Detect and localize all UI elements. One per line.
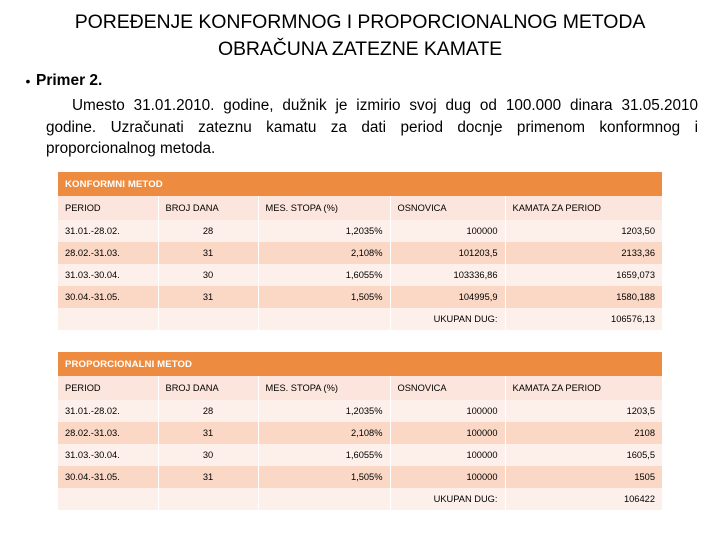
- total-value: 106422: [505, 488, 662, 510]
- page-title-line-1: POREĐENJE KONFORMNOG I PROPORCIONALNOG METODA: [74, 11, 646, 33]
- cell-days: 30: [158, 444, 258, 466]
- total-label: UKUPAN DUG:: [390, 308, 505, 330]
- column-header-broj-dana: BROJ DANA: [158, 196, 258, 220]
- bullet-point-icon: •: [25, 73, 31, 89]
- table-header-row: [58, 196, 662, 220]
- cell-empty: [58, 488, 158, 510]
- cell-days: 31: [158, 422, 258, 444]
- proporcionalni-metod-table: [58, 352, 662, 510]
- cell-base: 100000: [390, 400, 505, 422]
- cell-empty: [158, 488, 258, 510]
- cell-base: 100000: [390, 466, 505, 488]
- column-header-period: PERIOD: [58, 376, 158, 400]
- cell-period: 31.03.-30.04.: [58, 264, 158, 286]
- cell-rate: 2,108%: [258, 422, 390, 444]
- cell-interest: 1659,073: [505, 264, 662, 286]
- table-band-title-row: [58, 352, 662, 376]
- cell-period: 31.03.-30.04.: [58, 444, 158, 466]
- cell-interest: 2133,36: [505, 242, 662, 264]
- cell-base: 104995,9: [390, 286, 505, 308]
- cell-days: 31: [158, 286, 258, 308]
- column-header-kamata: KAMATA ZA PERIOD: [505, 196, 662, 220]
- column-header-kamata: KAMATA ZA PERIOD: [505, 376, 662, 400]
- cell-interest: 1605,5: [505, 444, 662, 466]
- cell-base: 103336,86: [390, 264, 505, 286]
- cell-period: 28.02.-31.03.: [58, 242, 158, 264]
- table-band-title: KONFORMNI METOD: [58, 172, 662, 196]
- konformni-metod-table-wrapper: [58, 172, 662, 330]
- cell-base: 100000: [390, 422, 505, 444]
- table-band-title: PROPORCIONALNI METOD: [58, 352, 662, 376]
- cell-base: 100000: [390, 444, 505, 466]
- cell-interest: 1505: [505, 466, 662, 488]
- cell-empty: [58, 308, 158, 330]
- cell-period: 31.01.-28.02.: [58, 400, 158, 422]
- example-label: Primer 2.: [36, 72, 103, 89]
- table-row: [58, 466, 662, 488]
- table-row: [58, 220, 662, 242]
- cell-interest: 1203,50: [505, 220, 662, 242]
- example-bullet: [0, 63, 720, 91]
- cell-rate: 1,2035%: [258, 400, 390, 422]
- cell-days: 30: [158, 264, 258, 286]
- column-header-osnovica: OSNOVICA: [390, 196, 505, 220]
- column-header-broj-dana: BROJ DANA: [158, 376, 258, 400]
- cell-base: 101203,5: [390, 242, 505, 264]
- page-title: [0, 0, 720, 63]
- cell-rate: 1,6055%: [258, 444, 390, 466]
- column-header-osnovica: OSNOVICA: [390, 376, 505, 400]
- table-total-row: [58, 308, 662, 330]
- page-title-line-2: OBRAČUNA ZATEZNE KAMATE: [217, 38, 503, 60]
- cell-period: 28.02.-31.03.: [58, 422, 158, 444]
- cell-interest: 1580,188: [505, 286, 662, 308]
- cell-period: 30.04.-31.05.: [58, 466, 158, 488]
- total-value: 106576,13: [505, 308, 662, 330]
- cell-interest: 2108: [505, 422, 662, 444]
- column-header-mes-stopa: MES. STOPA (%): [258, 196, 390, 220]
- table-row: [58, 400, 662, 422]
- cell-days: 31: [158, 242, 258, 264]
- table-header-row: [58, 376, 662, 400]
- problem-statement: Umesto 31.01.2010. godine, dužnik je izmirio svoj dug od 100.000 dinara 31.05.2010 godine. Uzračunati zateznu kamatu za dati period docnje primenom konformnog i proporcionalnog metoda.: [46, 97, 698, 157]
- table-row: [58, 264, 662, 286]
- table-total-row: [58, 488, 662, 510]
- cell-rate: 1,505%: [258, 466, 390, 488]
- column-header-mes-stopa: MES. STOPA (%): [258, 376, 390, 400]
- cell-empty: [258, 488, 390, 510]
- cell-rate: 1,2035%: [258, 220, 390, 242]
- total-label: UKUPAN DUG:: [390, 488, 505, 510]
- proporcionalni-metod-table-wrapper: [58, 352, 662, 510]
- cell-interest: 1203,5: [505, 400, 662, 422]
- cell-days: 28: [158, 220, 258, 242]
- cell-rate: 1,6055%: [258, 264, 390, 286]
- table-row: [58, 422, 662, 444]
- cell-empty: [158, 308, 258, 330]
- table-band-title-row: [58, 172, 662, 196]
- cell-empty: [258, 308, 390, 330]
- cell-rate: 2,108%: [258, 242, 390, 264]
- cell-base: 100000: [390, 220, 505, 242]
- table-row: [58, 286, 662, 308]
- cell-rate: 1,505%: [258, 286, 390, 308]
- column-header-period: PERIOD: [58, 196, 158, 220]
- table-row: [58, 444, 662, 466]
- cell-days: 28: [158, 400, 258, 422]
- cell-period: 31.01.-28.02.: [58, 220, 158, 242]
- konformni-metod-table: [58, 172, 662, 330]
- cell-period: 30.04.-31.05.: [58, 286, 158, 308]
- cell-days: 31: [158, 466, 258, 488]
- table-row: [58, 242, 662, 264]
